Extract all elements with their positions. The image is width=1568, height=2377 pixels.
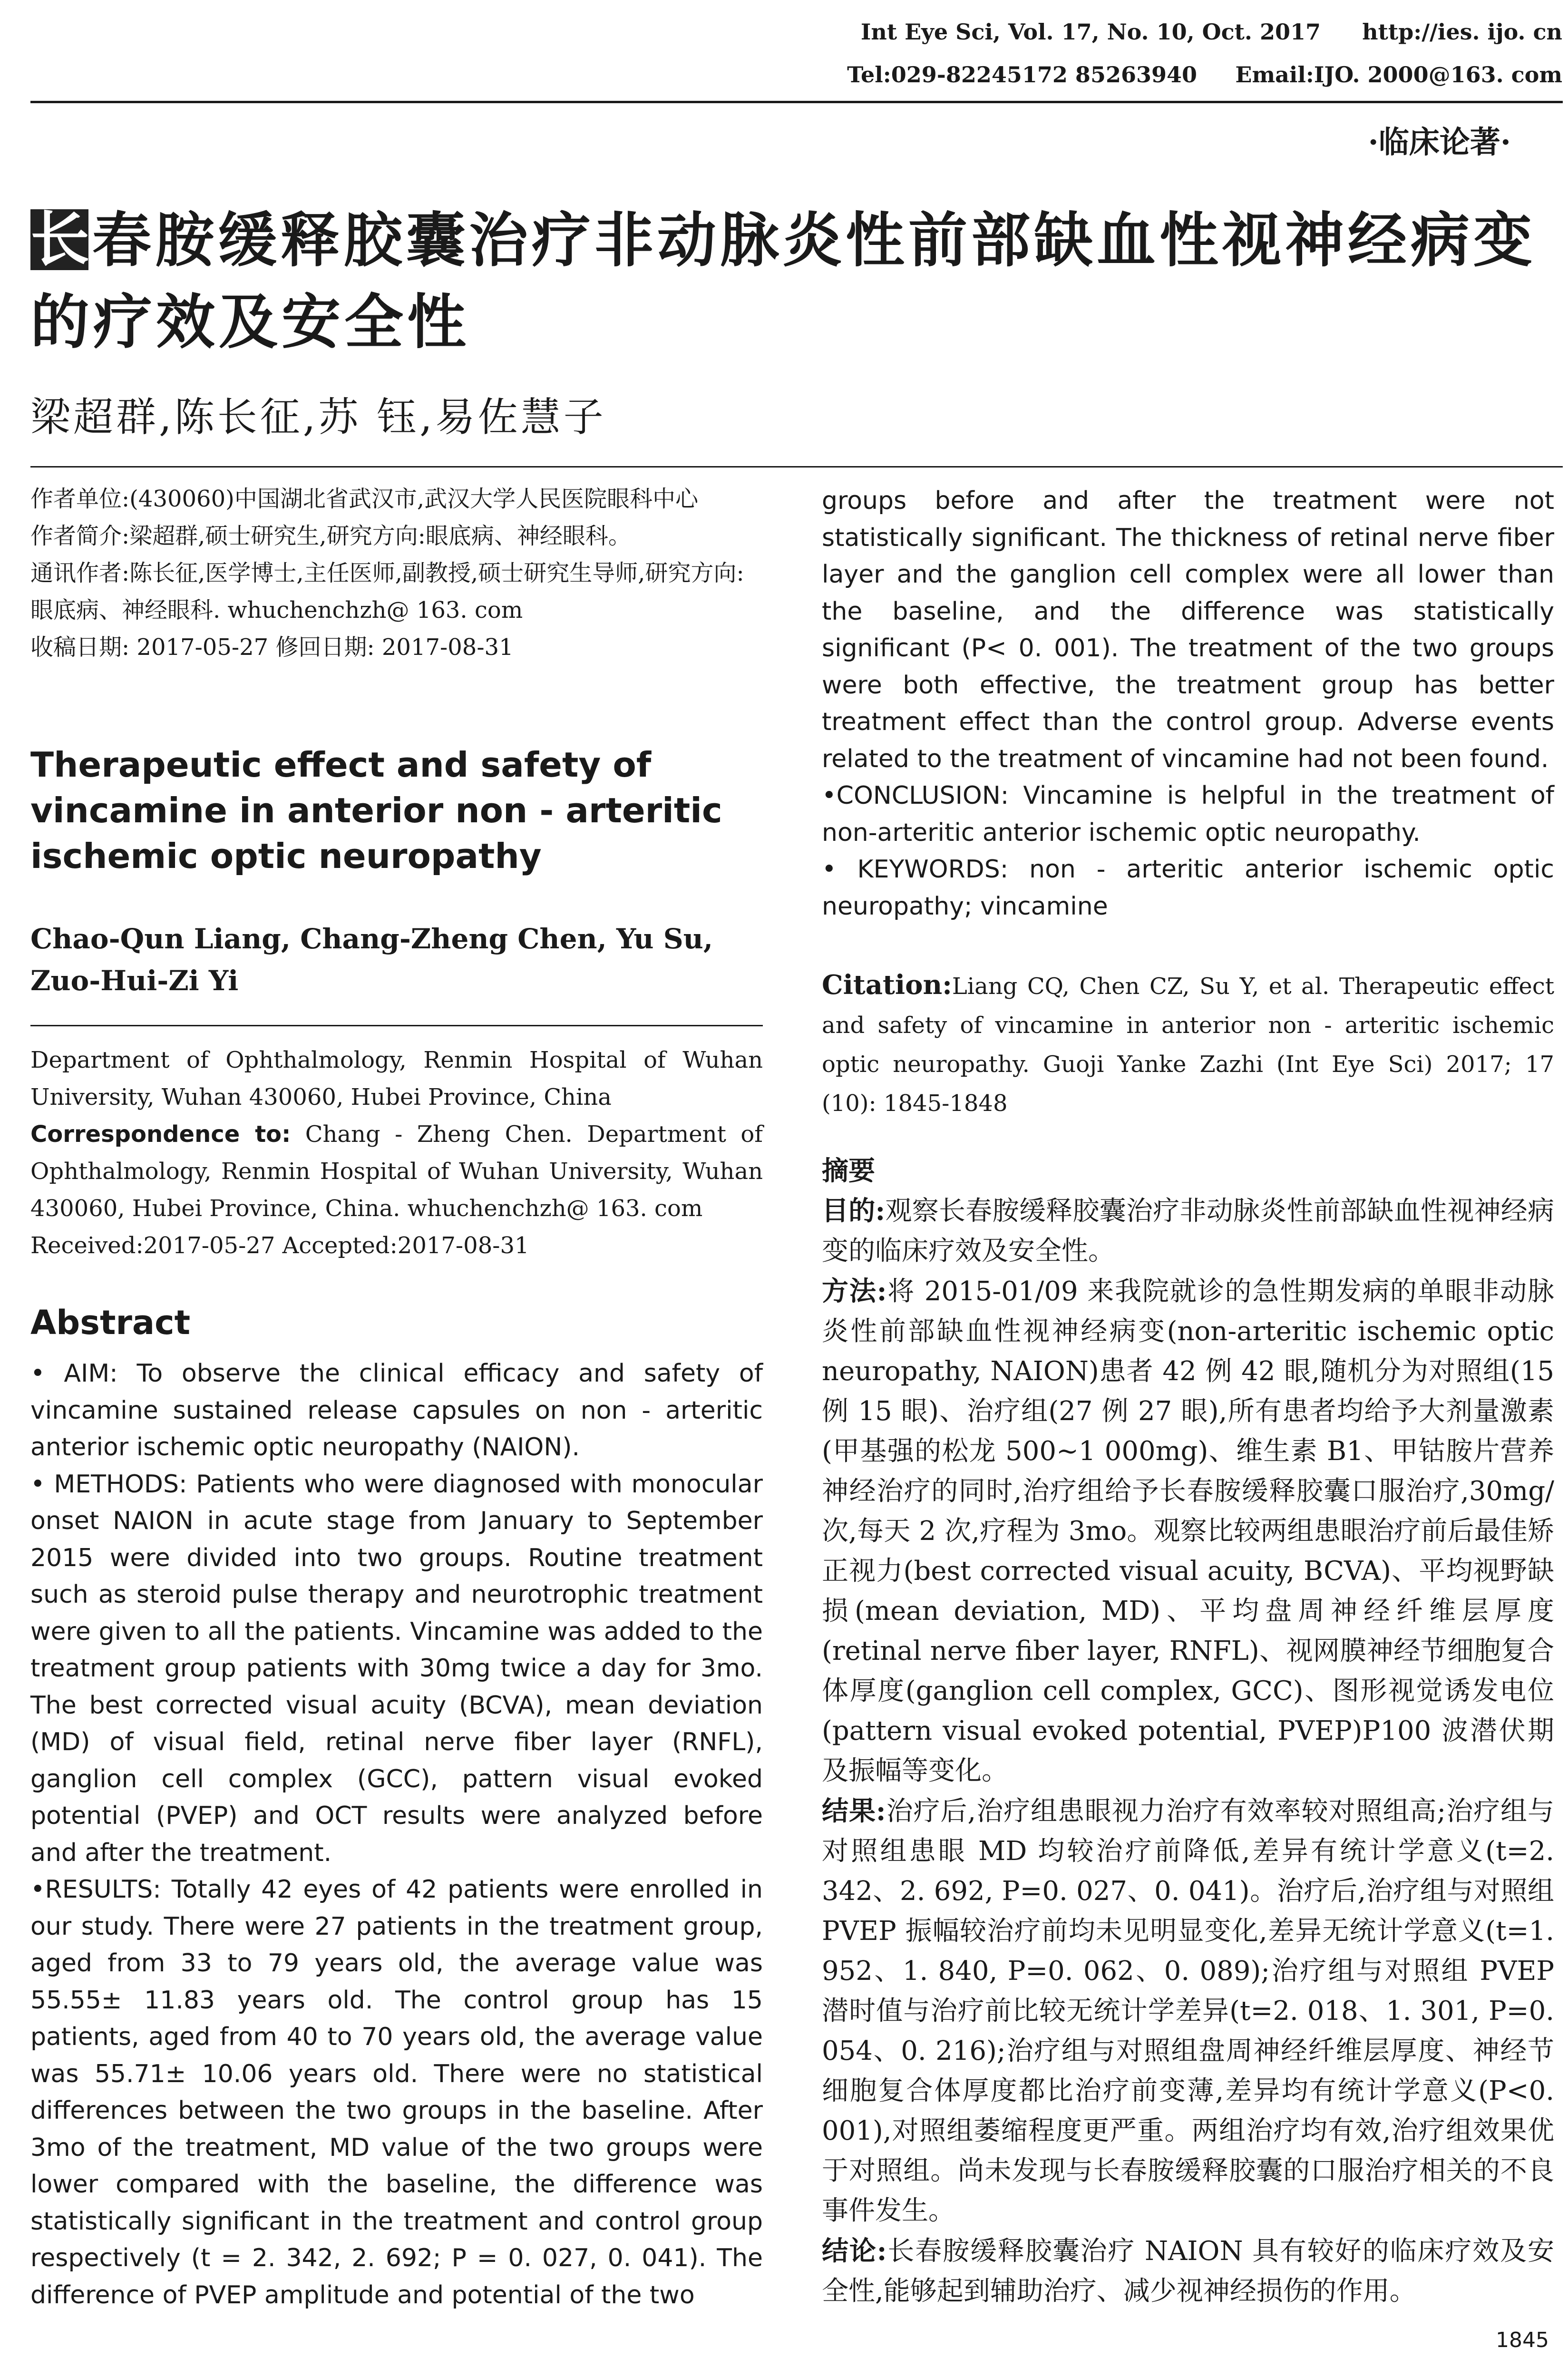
author-bio: 作者简介:梁超群,硕士研究生,研究方向:眼底病、神经眼科。 [30,523,631,549]
department-text: Department of Ophthalmology, Renmin Hospital of Wuhan University, Wuhan 430060, Hubei Province, China [30,1047,763,1111]
abstract-cn-methods: 方法:将 2015-01/09 来我院就诊的急性期发病的单眼非动脉炎性前部缺血性视神经病变(non-arteritic ischemic optic neuropathy, NAION)患者 42 例 42 眼,随机分为对照组(15 例 15 眼)、治疗组(27 例 27 眼),所有患者均给予大剂量激素(甲基强的松龙 500~1 000mg)、维生素 B1、甲钴胺片营养神经治疗的同时,治疗组给予长春胺缓释胶囊口服治疗,30mg/次,每天 2 次,疗程为 3mo。观察比较两组患眼治疗前后最佳矫正视力(best corrected visual acuity, BCVA)、平均视野缺损(mean deviation, MD)、平均盘周神经纤维层厚度(retinal nerve fiber layer, RNFL)、视网膜神经节细胞复合体厚度(ganglion cell complex, GCC)、图形视觉诱发电位(pattern visual evoked potential, PVEP)P100 波潜伏期及振幅等变化。 [822,1276,1554,1786]
title-initial-glyph: 长 [30,205,94,274]
correspondence-label: Correspondence to: [30,1121,291,1148]
title-text-cn: 春胺缓释胶囊治疗非动脉炎性前部缺血性视神经病变的疗效及安全性 [30,206,1537,357]
correspondence [30,1116,763,1227]
title-rule [30,466,1563,468]
header-email[interactable]: Email:IJO. 2000@163. com [1235,62,1562,88]
section-tag: ·临床论著· [1368,125,1511,160]
abstract-body-left [30,1355,763,2314]
abstract-heading: Abstract [30,1303,191,1342]
abstract-cn-heading: 摘要 [822,1155,875,1187]
abstract-keywords: • KEYWORDS: non - arteritic anterior ischemic optic neuropathy; vincamine [822,855,1554,921]
abstract-body-right [822,483,1554,925]
authors-cn: 梁超群,陈长征,苏 钰,易佐慧子 [30,394,606,440]
affiliation-cn [30,480,763,666]
header-rule [30,101,1563,103]
article-title-cn [30,200,1552,363]
article-title-en: Therapeutic effect and safety of vincamine in anterior non - arteritic ischemic optic neuropathy [30,745,722,876]
department-en [30,1042,763,1264]
citation-label: Citation: [822,969,952,1001]
header-url[interactable]: http://ies. ijo. cn [1362,19,1562,45]
header-journal: Int Eye Sci, Vol. 17, No. 10, Oct. 2017 [860,19,1321,45]
received-dates-en: Received:2017-05-27 Accepted:2017-08-31 [30,1232,529,1259]
authors-rule [30,1025,763,1026]
abstract-methods: • METHODS: Patients who were diagnosed with monocular onset NAION in acute stage from January to September 2015 were divided into two groups. Routine treatment such as steroid pulse therapy and neurotrophic treatment were given to all the patients. Vincamine was added to the treatment group patients with 30mg twice a day for 3mo. The best corrected visual acuity (BCVA), mean deviation (MD) of visual field, retinal nerve fiber layer (RNFL), ganglion cell complex (GCC), pattern visual evoked potential (PVEP) and OCT results were analyzed before and after the treatment. [30,1470,763,1867]
citation [822,965,1554,1123]
affiliation-unit: 作者单位:(430060)中国湖北省武汉市,武汉大学人民医院眼科中心 [30,486,699,512]
authors-en: Chao-Qun Liang, Chang-Zheng Chen, Yu Su, Zuo-Hui-Zi Yi [30,923,713,997]
abstract-cn-aim: 目的:观察长春胺缓释胶囊治疗非动脉炎性前部缺血性视神经病变的临床疗效及安全性。 [822,1195,1555,1266]
correspondence-text: Chang - Zheng Chen. Department of Ophthalmology, Renmin Hospital of Wuhan University, Wuhan 430060, Hubei Province, China. whuchenchzh@ 163. com [30,1121,763,1222]
abstract-cn-conclusion: 结论:长春胺缓释胶囊治疗 NAION 具有较好的临床疗效及安全性,能够起到辅助治疗、减少视神经损伤的作用。 [822,2235,1555,2307]
abstract-results: •RESULTS: Totally 42 eyes of 42 patients were enrolled in our study. There were 27 patients in the treatment group, aged from 33 to 79 years old, the average value was 55.55± 11.83 years old. The control group has 15 patients, aged from 40 to 70 years old, the average value was 55.71± 10.06 years old. There were no statistical differences between the two groups in the baseline. After 3mo of the treatment, MD value of the two groups were lower compared with the baseline, the difference was statistically significant in the treatment and control group respectively (t = 2. 342, 2. 692; P = 0. 027, 0. 041). The difference of PVEP amplitude and potential of the two [30,1875,763,2309]
abstract-conclusion: •CONCLUSION: Vincamine is helpful in the treatment of non-arteritic anterior ischemic optic neuropathy. [822,781,1554,847]
page-number: 1845 [1496,2328,1549,2352]
corresponding-author: 通讯作者:陈长征,医学博士,主任医师,副教授,硕士研究生导师,研究方向:眼底病、神经眼科. whuchenchzh@ 163. com [30,560,744,623]
citation-text: Liang CQ, Chen CZ, Su Y, et al. Therapeutic effect and safety of vincamine in anterior non - arteritic ischemic optic neuropathy. Guoji Yanke Zazhi (Int Eye Sci) 2017; 17 (10): 1845-1848 [822,973,1554,1117]
received-dates-cn: 收稿日期: 2017-05-27 修回日期: 2017-08-31 [30,634,514,661]
abstract-aim: • AIM: To observe the clinical efficacy and safety of vincamine sustained release capsules on non - arteritic anterior ischemic optic neuropathy (NAION). [30,1359,763,1461]
abstract-cn [822,1151,1554,2311]
abstract-results-cont: groups before and after the treatment were not statistically significant. The thickness of retinal nerve fiber layer and the ganglion cell complex were all lower than the baseline, and the difference was statistically significant (P< 0. 001). The treatment of the two groups were both effective, the treatment group has better treatment effect than the control group. Adverse events related to the treatment of vincamine had not been found. [822,487,1554,773]
header-tel: Tel:029-82245172 85263940 [847,62,1197,88]
abstract-cn-results: 结果:治疗后,治疗组患眼视力治疗有效率较对照组高;治疗组与对照组患眼 MD 均较治疗前降低,差异有统计学意义(t=2. 342、2. 692, P=0. 027、0. 041)。治疗后,治疗组与对照组 PVEP 振幅较治疗前均未见明显变化,差异无统计学意义(t=1. 952、1. 840, P=0. 062、0. 089);治疗组与对照组 PVEP 潜时值与治疗前比较无统计学差异(t=2. 018、1. 301, P=0. 054、0. 216);治疗组与对照组盘周神经纤维层厚度、神经节细胞复合体厚度都比治疗前变薄,差异均有统计学意义(P<0. 001),对照组萎缩程度更严重。两组治疗均有效,治疗组效果优于对照组。尚未发现与长春胺缓释胶囊的口服治疗相关的不良事件发生。 [822,1795,1554,2226]
